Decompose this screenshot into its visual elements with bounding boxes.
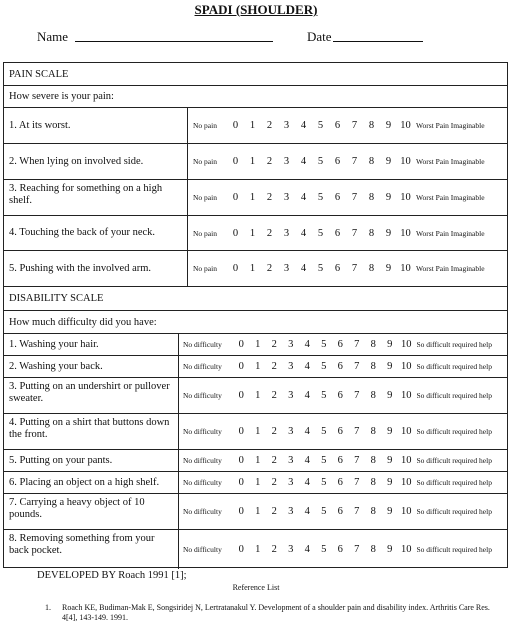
rating-scale <box>188 180 507 215</box>
scale-number[interactable]: 7 <box>354 544 360 555</box>
scale-number[interactable]: 10 <box>401 361 412 372</box>
rating-scale <box>179 450 507 471</box>
scale-number[interactable]: 5 <box>317 156 324 167</box>
form-title: SPADI (SHOULDER) <box>194 2 318 17</box>
scale-number[interactable]: 7 <box>354 361 360 372</box>
scale-number[interactable]: 5 <box>317 120 324 131</box>
pain-scale-prompt-text: How severe is your pain: <box>9 91 114 102</box>
scale-low-anchor: No difficulty <box>183 340 222 349</box>
scale-number[interactable]: 10 <box>401 506 412 517</box>
scale-number[interactable]: 10 <box>400 263 411 274</box>
disability-scale-prompt-text: How much difficulty did you have: <box>9 316 157 328</box>
scale-number[interactable]: 8 <box>368 227 375 239</box>
scale-number[interactable]: 0 <box>238 339 244 350</box>
scale-number[interactable]: 1 <box>249 263 256 274</box>
scale-number[interactable]: 1 <box>255 477 261 488</box>
name-label: Name <box>37 29 69 44</box>
scale-number[interactable]: 5 <box>321 506 327 517</box>
scale-number[interactable]: 0 <box>232 156 239 167</box>
scale-low-anchor: No difficulty <box>183 478 222 487</box>
scale-number[interactable]: 4 <box>300 120 307 131</box>
item-label: 6. Placing an object on a high shelf. <box>4 472 179 493</box>
disability-item-row <box>4 529 507 569</box>
pain-item-row <box>4 179 507 215</box>
scale-number[interactable]: 4 <box>300 192 307 203</box>
scale-number[interactable]: 10 <box>400 120 411 131</box>
scale-number[interactable]: 0 <box>232 120 239 131</box>
scale-number[interactable]: 5 <box>321 544 327 555</box>
questionnaire-table <box>3 62 508 568</box>
item-label: 2. Washing your back. <box>4 356 179 377</box>
scale-number[interactable]: 6 <box>334 192 341 203</box>
item-label: 1. Washing your hair. <box>4 334 179 355</box>
scale-number[interactable]: 8 <box>370 390 376 401</box>
scale-number[interactable]: 3 <box>288 361 294 372</box>
scale-number[interactable]: 9 <box>385 120 392 131</box>
scale-number[interactable]: 0 <box>238 426 244 437</box>
scale-number[interactable]: 7 <box>351 156 358 167</box>
scale-high-anchor: Worst Pain Imaginable <box>416 157 485 166</box>
item-label: 2. When lying on involved side. <box>4 144 188 179</box>
scale-number[interactable]: 6 <box>337 426 343 437</box>
scale-low-anchor: No difficulty <box>183 427 222 436</box>
scale-number[interactable]: 4 <box>304 455 310 466</box>
scale-low-anchor: No difficulty <box>183 391 222 400</box>
scale-number[interactable]: 5 <box>317 263 324 274</box>
scale-number[interactable]: 6 <box>337 544 343 555</box>
scale-number[interactable]: 10 <box>400 192 411 203</box>
name-field-line[interactable] <box>75 41 273 42</box>
scale-number[interactable]: 1 <box>249 156 256 167</box>
scale-number[interactable]: 4 <box>304 390 310 401</box>
scale-number[interactable]: 9 <box>387 390 393 401</box>
scale-number[interactable]: 6 <box>334 263 341 274</box>
disability-scale-prompt <box>4 310 507 333</box>
scale-number[interactable]: 0 <box>238 361 244 372</box>
scale-number[interactable]: 6 <box>334 227 341 239</box>
rating-scale <box>179 414 507 449</box>
scale-number[interactable]: 3 <box>288 477 294 488</box>
scale-number[interactable]: 4 <box>300 156 307 167</box>
developed-by: DEVELOPED BY Roach 1991 [1]; <box>37 570 187 581</box>
scale-number[interactable]: 10 <box>401 477 412 488</box>
disability-item-row <box>4 413 507 449</box>
item-label: 8. Removing something from your back pocket. <box>4 530 179 569</box>
scale-number[interactable]: 4 <box>300 263 307 274</box>
scale-number[interactable]: 5 <box>321 339 327 350</box>
scale-number[interactable]: 1 <box>255 361 261 372</box>
scale-number[interactable]: 9 <box>385 156 392 167</box>
scale-number[interactable]: 8 <box>368 192 375 203</box>
pain-scale-prompt <box>4 85 507 107</box>
scale-number[interactable]: 3 <box>283 192 290 203</box>
scale-number[interactable]: 2 <box>266 192 273 203</box>
scale-number[interactable]: 2 <box>271 361 277 372</box>
scale-number[interactable]: 2 <box>266 227 273 239</box>
reference-citation: Roach KE, Budiman-Mak E, Songsiridej N, Lertratanakul Y. Development of a shoulder pain and disability index. Arthritis Care Res. 4[4], 143-149. 1991. <box>62 603 490 622</box>
scale-high-anchor: So difficult required help <box>416 340 492 349</box>
scale-number[interactable]: 5 <box>321 455 327 466</box>
scale-number[interactable]: 9 <box>387 361 393 372</box>
scale-number[interactable]: 3 <box>283 120 290 131</box>
scale-number[interactable]: 9 <box>387 426 393 437</box>
reference-list-title: Reference List <box>232 583 280 592</box>
scale-number[interactable]: 1 <box>255 544 261 555</box>
scale-number[interactable]: 2 <box>266 120 273 131</box>
scale-number[interactable]: 4 <box>304 544 310 555</box>
scale-number[interactable]: 8 <box>370 544 376 555</box>
scale-number[interactable]: 10 <box>401 390 412 401</box>
scale-number[interactable]: 10 <box>401 426 412 437</box>
scale-number[interactable]: 2 <box>266 263 273 274</box>
scale-number[interactable]: 1 <box>249 120 256 131</box>
scale-number[interactable]: 1 <box>255 506 261 517</box>
scale-number[interactable]: 8 <box>370 477 376 488</box>
reference-number: 1. <box>45 603 51 612</box>
scale-number[interactable]: 0 <box>232 227 239 239</box>
scale-high-anchor: So difficult required help <box>416 478 492 487</box>
scale-low-anchor: No difficulty <box>183 545 222 554</box>
scale-number[interactable]: 0 <box>238 390 244 401</box>
scale-number[interactable]: 6 <box>337 477 343 488</box>
scale-number[interactable]: 5 <box>321 477 327 488</box>
scale-number[interactable]: 10 <box>401 455 412 466</box>
scale-number[interactable]: 4 <box>304 361 310 372</box>
scale-high-anchor: Worst Pain Imaginable <box>416 121 485 130</box>
scale-high-anchor: So difficult required help <box>416 362 492 371</box>
scale-number[interactable]: 10 <box>400 156 411 167</box>
scale-low-anchor: No difficulty <box>183 362 222 371</box>
scale-number[interactable]: 8 <box>370 339 376 350</box>
pain-item-row <box>4 250 507 286</box>
scale-number[interactable]: 4 <box>304 426 310 437</box>
scale-number[interactable]: 1 <box>255 390 261 401</box>
scale-number[interactable]: 6 <box>337 455 343 466</box>
scale-low-anchor: No pain <box>193 121 217 130</box>
item-label: 1. At its worst. <box>4 108 188 143</box>
scale-number[interactable]: 7 <box>351 120 358 131</box>
scale-number[interactable]: 6 <box>334 120 341 131</box>
item-label: 3. Reaching for something on a high shelf. <box>4 180 188 215</box>
scale-number[interactable]: 3 <box>283 156 290 167</box>
scale-low-anchor: No pain <box>193 193 217 202</box>
rating-scale <box>188 251 507 286</box>
scale-number[interactable]: 3 <box>288 544 294 555</box>
disability-item-row <box>4 355 507 377</box>
scale-numbers <box>233 339 415 350</box>
scale-number[interactable]: 7 <box>354 339 360 350</box>
rating-scale <box>179 356 507 377</box>
scale-number[interactable]: 1 <box>255 426 261 437</box>
disability-item-row <box>4 377 507 413</box>
scale-number[interactable]: 9 <box>385 227 392 239</box>
pain-item-row <box>4 107 507 143</box>
scale-number[interactable]: 9 <box>387 506 393 517</box>
scale-number[interactable]: 1 <box>255 339 261 350</box>
scale-high-anchor: Worst Pain Imaginable <box>416 193 485 202</box>
scale-numbers <box>233 455 415 466</box>
disability-scale-header <box>4 286 507 310</box>
date-field-line[interactable] <box>333 41 423 42</box>
scale-number[interactable]: 7 <box>351 227 358 239</box>
scale-number[interactable]: 0 <box>238 506 244 517</box>
scale-number[interactable]: 3 <box>288 339 294 350</box>
scale-numbers <box>233 426 415 437</box>
scale-number[interactable]: 5 <box>321 361 327 372</box>
scale-number[interactable]: 1 <box>249 227 256 239</box>
scale-number[interactable]: 8 <box>368 156 375 167</box>
scale-number[interactable]: 2 <box>271 426 277 437</box>
scale-numbers <box>233 506 415 517</box>
scale-number[interactable]: 8 <box>370 426 376 437</box>
scale-number[interactable]: 7 <box>354 506 360 517</box>
rating-scale <box>188 144 507 179</box>
scale-number[interactable]: 4 <box>300 227 307 239</box>
rating-scale <box>179 378 507 413</box>
scale-high-anchor: So difficult required help <box>416 456 492 465</box>
scale-number[interactable]: 1 <box>249 192 256 203</box>
scale-number[interactable]: 8 <box>368 263 375 274</box>
scale-numbers <box>233 361 415 372</box>
scale-number[interactable]: 7 <box>354 390 360 401</box>
scale-numbers <box>227 263 414 274</box>
date-label: Date <box>307 29 332 44</box>
rating-scale <box>179 530 507 569</box>
scale-number[interactable]: 0 <box>238 477 244 488</box>
scale-number[interactable]: 3 <box>288 455 294 466</box>
disability-item-row <box>4 471 507 493</box>
rating-scale <box>179 472 507 493</box>
item-label: 4. Touching the back of your neck. <box>4 216 188 250</box>
scale-number[interactable]: 2 <box>271 339 277 350</box>
scale-number[interactable]: 10 <box>401 544 412 555</box>
scale-number[interactable]: 0 <box>238 455 244 466</box>
item-label: 5. Pushing with the involved arm. <box>4 251 188 286</box>
scale-number[interactable]: 9 <box>387 339 393 350</box>
scale-numbers <box>227 228 414 239</box>
scale-high-anchor: So difficult required help <box>416 545 492 554</box>
scale-number[interactable]: 6 <box>337 390 343 401</box>
scale-number[interactable]: 9 <box>387 477 393 488</box>
scale-number[interactable]: 2 <box>271 544 277 555</box>
scale-number[interactable]: 5 <box>317 192 324 203</box>
scale-low-anchor: No difficulty <box>183 507 222 516</box>
scale-low-anchor: No pain <box>193 228 217 238</box>
scale-numbers <box>227 120 414 131</box>
scale-numbers <box>233 477 415 488</box>
scale-high-anchor: So difficult required help <box>416 507 492 516</box>
scale-number[interactable]: 7 <box>354 426 360 437</box>
scale-number[interactable]: 8 <box>370 455 376 466</box>
scale-number[interactable]: 4 <box>304 339 310 350</box>
scale-number[interactable]: 3 <box>288 390 294 401</box>
scale-number[interactable]: 6 <box>337 361 343 372</box>
disability-item-row <box>4 449 507 471</box>
item-label: 7. Carrying a heavy object of 10 pounds. <box>4 494 179 529</box>
scale-number[interactable]: 2 <box>266 156 273 167</box>
disability-scale-header-text: DISABILITY SCALE <box>9 293 104 304</box>
scale-numbers <box>227 156 414 167</box>
pain-item-row <box>4 215 507 250</box>
pain-scale-header <box>4 63 507 85</box>
scale-number[interactable]: 3 <box>288 426 294 437</box>
scale-number[interactable]: 7 <box>351 192 358 203</box>
scale-number[interactable]: 8 <box>368 120 375 131</box>
scale-number[interactable]: 5 <box>321 426 327 437</box>
scale-number[interactable]: 9 <box>385 192 392 203</box>
scale-number[interactable]: 6 <box>337 339 343 350</box>
scale-number[interactable]: 0 <box>232 263 239 274</box>
scale-numbers <box>233 390 415 401</box>
scale-high-anchor: So difficult required help <box>416 427 492 436</box>
scale-number[interactable]: 7 <box>354 477 360 488</box>
scale-low-anchor: No pain <box>193 264 217 273</box>
scale-number[interactable]: 0 <box>232 192 239 203</box>
scale-number[interactable]: 10 <box>401 339 412 350</box>
scale-high-anchor: Worst Pain Imaginable <box>416 228 485 238</box>
pain-item-row <box>4 143 507 179</box>
scale-number[interactable]: 3 <box>288 506 294 517</box>
rating-scale <box>188 108 507 143</box>
rating-scale <box>179 334 507 355</box>
scale-number[interactable]: 0 <box>238 544 244 555</box>
scale-number[interactable]: 9 <box>387 455 393 466</box>
scale-number[interactable]: 7 <box>354 455 360 466</box>
item-label: 3. Putting on an undershirt or pullover sweater. <box>4 378 179 413</box>
pain-scale-header-text: PAIN SCALE <box>9 68 69 80</box>
scale-number[interactable]: 2 <box>271 390 277 401</box>
scale-number[interactable]: 5 <box>321 390 327 401</box>
scale-numbers <box>227 192 414 203</box>
disability-item-row <box>4 493 507 529</box>
scale-number[interactable]: 2 <box>271 455 277 466</box>
scale-number[interactable]: 8 <box>370 506 376 517</box>
scale-number[interactable]: 9 <box>387 544 393 555</box>
scale-number[interactable]: 4 <box>304 477 310 488</box>
scale-number[interactable]: 3 <box>283 263 290 274</box>
scale-number[interactable]: 7 <box>351 263 358 274</box>
scale-number[interactable]: 6 <box>337 506 343 517</box>
scale-number[interactable]: 6 <box>334 156 341 167</box>
rating-scale <box>188 216 507 250</box>
scale-number[interactable]: 2 <box>271 477 277 488</box>
scale-numbers <box>233 544 415 555</box>
item-label: 4. Putting on a shirt that buttons down the front. <box>4 414 179 449</box>
scale-low-anchor: No pain <box>193 157 217 166</box>
scale-high-anchor: So difficult required help <box>416 391 492 400</box>
scale-high-anchor: Worst Pain Imaginable <box>416 264 485 273</box>
scale-number[interactable]: 4 <box>304 506 310 517</box>
scale-number[interactable]: 3 <box>283 227 290 239</box>
scale-number[interactable]: 5 <box>317 227 324 239</box>
disability-item-row <box>4 333 507 355</box>
scale-number[interactable]: 8 <box>370 361 376 372</box>
item-label: 5. Putting on your pants. <box>4 450 179 471</box>
scale-number[interactable]: 2 <box>271 506 277 517</box>
scale-low-anchor: No difficulty <box>183 456 222 465</box>
scale-number[interactable]: 1 <box>255 455 261 466</box>
scale-number[interactable]: 9 <box>385 263 392 274</box>
rating-scale <box>179 494 507 529</box>
scale-number[interactable]: 10 <box>400 227 411 239</box>
